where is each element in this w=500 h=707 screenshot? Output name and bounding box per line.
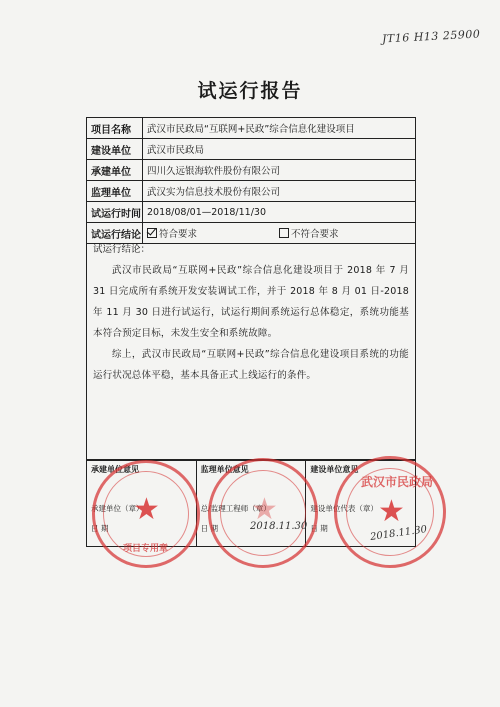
contractor-signature-cell [87, 461, 197, 546]
info-table [86, 117, 416, 244]
trial-period-value: 2018/08/01—2018/11/30 [143, 202, 416, 223]
handwritten-note: JT16 H13 25900 [381, 27, 481, 46]
owner-opinion-heading: 建设单位意见 [310, 465, 359, 474]
conclusion-heading: 试运行结论： [93, 244, 151, 255]
table-row [87, 181, 416, 202]
conclusion-paragraph-2: 综上，武汉市民政局“互联网+民政”综合信息化建设项目系统的功能运行状况总体平稳，基本具备正式上线运行的条件。 [93, 349, 409, 381]
trial-period-label: 试运行时间 [87, 202, 143, 223]
project-name-value: 武汉市民政局“互联网+民政”综合信息化建设项目 [143, 118, 416, 139]
option-fail-label: 不符合要求 [291, 229, 339, 240]
signature-table [86, 460, 416, 547]
table-row [87, 118, 416, 139]
contractor-seal-text: 项目专用章 [123, 544, 169, 554]
contractor-label: 承建单位 [87, 160, 143, 181]
owner-seal-line: 建设单位代表（章） [310, 504, 378, 513]
star-icon: ★ [251, 492, 278, 527]
unchecked-box-icon[interactable] [279, 228, 289, 238]
table-row [87, 202, 416, 223]
star-icon: ★ [378, 494, 405, 529]
option-pass-label: 符合要求 [159, 229, 198, 240]
supervisor-label: 监理单位 [87, 181, 143, 202]
supervisor-value: 武汉实为信息技术股份有限公司 [143, 181, 416, 202]
owner-handwritten-date: 2018.11.30 [369, 524, 428, 543]
contractor-seal-line: 承建单位（章） [91, 504, 144, 513]
contractor-value: 四川久远银海软件股份有限公司 [143, 160, 416, 181]
table-row [87, 160, 416, 181]
contractor-date-line: 日 期 [91, 524, 109, 533]
document-title: 试运行报告 [197, 80, 303, 102]
supervisor-date-line: 日 期 [200, 524, 219, 533]
star-icon: ★ [133, 492, 160, 527]
checked-box-icon[interactable] [147, 228, 157, 238]
supervisor-seal-line: 总/监理工程师（章） [200, 504, 271, 513]
supervisor-signature-cell [197, 461, 307, 546]
conclusion-paragraph-1: 武汉市民政局“互联网+民政”综合信息化建设项目于 2018 年 7 月 31 日完成所有系统开发安装调试工作，并于 2018 年 8 月 01 日-2018 年 11 月 30 日进行试运行，试运行期间系统运行总体稳定，系统功能基本符合预定目标，未发生安全和系统故障。 [93, 265, 409, 339]
supervisor-handwritten-date: 2018.11.30 [250, 521, 308, 532]
project-name-label: 项目名称 [87, 118, 143, 139]
supervisor-opinion-heading: 监理单位意见 [200, 465, 249, 474]
conclusion-label: 试运行结论 [87, 223, 143, 244]
contractor-opinion-heading: 承建单位意见 [91, 465, 139, 474]
table-row [87, 139, 416, 160]
owner-value: 武汉市民政局 [143, 139, 416, 160]
conclusion-body [86, 238, 416, 460]
owner-seal-text: 武汉市民政局 [361, 475, 434, 489]
owner-label: 建设单位 [87, 139, 143, 160]
owner-date-line: 日 期 [310, 524, 328, 533]
